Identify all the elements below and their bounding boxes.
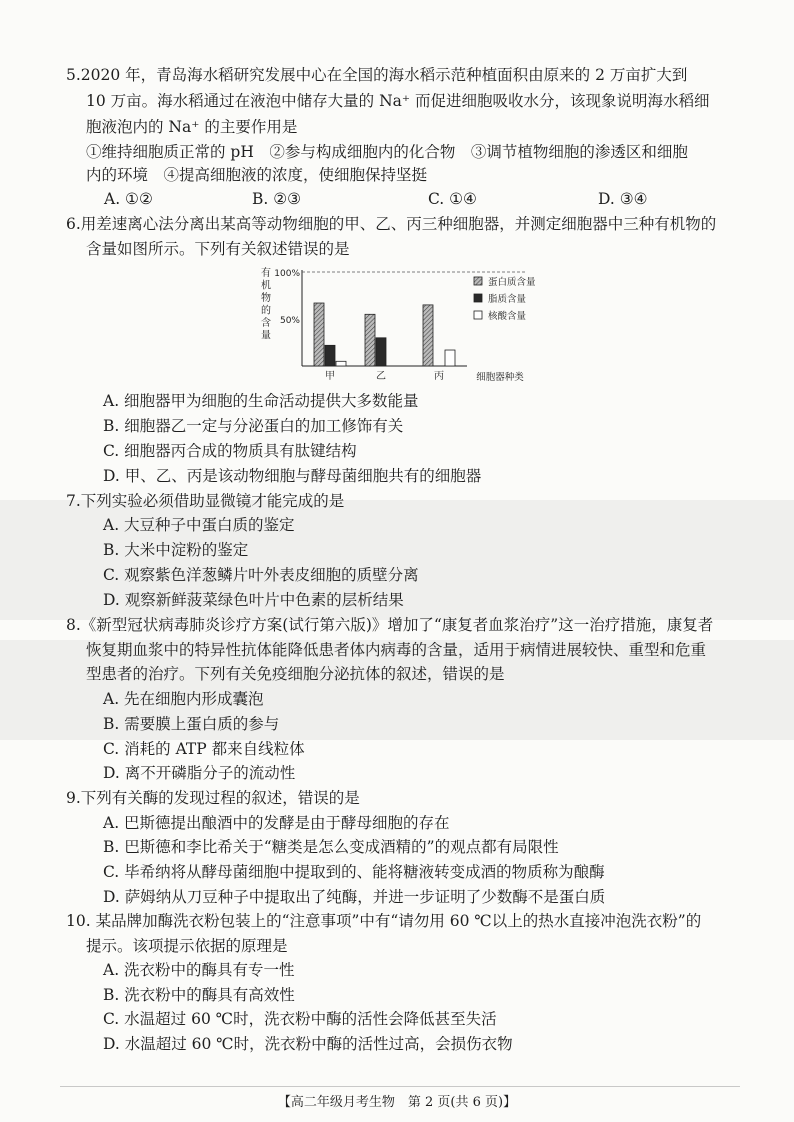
legend-swatch-1 (474, 294, 482, 302)
q8-line-2: 恢复期血浆中的特异性抗体能降低患者体内病毒的含量，适用于病情进展较快、重型和危重 (86, 641, 707, 659)
q6-line-2: 含量如图所示。下列有关叙述错误的是 (86, 240, 350, 258)
q10-line-2: 提示。该项提示依据的原理是 (86, 937, 288, 955)
legend-label-2: 核酸含量 (488, 311, 527, 322)
q8-option-c: C. 消耗的 ATP 都来自线粒体 (103, 740, 305, 758)
q8-option-a: A. 先在细胞内形成囊泡 (103, 690, 264, 708)
bar-2-2 (445, 350, 455, 366)
q8-line-3: 型患者的治疗。下列有关免疫细胞分泌抗体的叙述，错误的是 (86, 665, 505, 683)
q10-option-d: D. 水温超过 60 ℃时，洗衣粉中酶的活性过高，会损伤衣物 (103, 1035, 513, 1053)
q5-line-2: 10 万亩。海水稻通过在液泡中储存大量的 Na⁺ 而促进细胞吸收水分，该现象说明海水稻细 (86, 92, 710, 110)
chart-bars (314, 303, 455, 366)
organelle-chart (252, 262, 552, 390)
y-axis-label-char: 的 (261, 305, 271, 317)
bar-0-0 (314, 303, 324, 366)
q8-option-b: B. 需要膜上蛋白质的参与 (103, 715, 280, 733)
bar-0-1 (325, 345, 335, 366)
q5-options (0, 188, 794, 210)
legend-label-0: 蛋白质含量 (488, 277, 536, 288)
legend-label-1: 脂质含量 (488, 294, 527, 305)
q5-option-d: D. ③④ (598, 190, 648, 208)
x-tick-label: 乙 (376, 371, 386, 382)
chart-legend (474, 276, 536, 322)
x-axis-label: 细胞器种类 (476, 372, 524, 383)
q8-option-d: D. 离不开磷脂分子的流动性 (103, 764, 296, 782)
bar-1-1 (376, 338, 386, 366)
chart-labels (261, 266, 524, 383)
q10-line-1: 10. 某品牌加酶洗衣粉包装上的“注意事项”中有“请勿用 60 ℃以上的热水直接冲泡洗衣粉”的 (66, 912, 702, 930)
y-axis-label-char: 量 (261, 330, 271, 342)
y-tick-50: 50% (279, 316, 300, 326)
y-axis-label-char: 物 (261, 293, 271, 304)
q10-option-b: B. 洗衣粉中的酶具有高效性 (103, 986, 295, 1004)
q6-line-1: 6.用差速离心法分离出某高等动物细胞的甲、乙、丙三种细胞器，并测定细胞器中三种有机物的 (66, 215, 717, 233)
q9-option-a: A. 巴斯德提出酿酒中的发酵是由于酵母细胞的存在 (103, 814, 450, 832)
legend-swatch-0 (474, 277, 482, 285)
q5-line-4: ①维持细胞质正常的 pH ②参与构成细胞内的化合物 ③调节植物细胞的渗透区和细胞 (86, 143, 688, 161)
legend-swatch-2 (474, 311, 482, 319)
q9-option-d: D. 萨姆纳从刀豆种子中提取出了纯酶，并进一步证明了少数酶不是蛋白质 (103, 888, 606, 906)
q6-option-b: B. 细胞器乙一定与分泌蛋白的加工修饰有关 (103, 417, 404, 435)
q7-option-a: A. 大豆种子中蛋白质的鉴定 (103, 516, 295, 534)
page-footer: 【高二年级月考生物 第 2 页(共 6 页)】 (277, 1095, 517, 1110)
footer-rule (60, 1086, 740, 1087)
bar-2-0 (423, 305, 433, 366)
q5-option-b: B. ②③ (252, 190, 302, 208)
q8-line-1: 8.《新型冠状病毒肺炎诊疗方案(试行第六版)》增加了“康复者血浆治疗”这一治疗措施，康复者 (66, 616, 714, 634)
q7-option-c: C. 观察紫色洋葱鳞片叶外表皮细胞的质壁分离 (103, 566, 419, 584)
q9-option-c: C. 毕希纳将从酵母菌细胞中提取到的、能将糖液转变成酒的物质称为酿酶 (103, 863, 605, 881)
q5-line-3: 胞液泡内的 Na⁺ 的主要作用是 (86, 118, 298, 136)
q7-option-b: B. 大米中淀粉的鉴定 (103, 541, 249, 559)
bar-1-0 (365, 314, 375, 366)
y-axis-label-char: 含 (261, 318, 271, 329)
bar-0-2 (336, 361, 346, 366)
y-tick-100: 100% (274, 269, 300, 279)
q9-option-b: B. 巴斯德和李比希关于“糖类是怎么变成酒精的”的观点都有局限性 (103, 838, 559, 856)
q10-option-c: C. 水温超过 60 ℃时，洗衣粉中酶的活性会降低甚至失活 (103, 1010, 497, 1028)
x-tick-label: 丙 (434, 371, 444, 382)
q6-option-c: C. 细胞器丙合成的物质具有肽键结构 (103, 442, 357, 460)
q7-line-1: 7.下列实验必须借助显微镜才能完成的是 (66, 492, 345, 510)
y-axis-label-char: 机 (261, 280, 271, 292)
q6-option-a: A. 细胞器甲为细胞的生命活动提供大多数能量 (103, 392, 419, 410)
q5-line-5: 内的环境 ④提高细胞液的浓度，使细胞保持坚挺 (86, 166, 428, 184)
q5-option-c: C. ①④ (428, 190, 477, 208)
y-axis-label-char: 有 (261, 268, 271, 279)
x-tick-label: 甲 (325, 371, 335, 382)
q6-option-d: D. 甲、乙、丙是该动物细胞与酵母菌细胞共有的细胞器 (103, 467, 482, 485)
q7-option-d: D. 观察新鲜菠菜绿色叶片中色素的层析结果 (103, 591, 404, 609)
q9-line-1: 9.下列有关酶的发现过程的叙述，错误的是 (66, 789, 360, 807)
q10-option-a: A. 洗衣粉中的酶具有专一性 (103, 961, 295, 979)
q5-line-1: 5.2020 年，青岛海水稻研究发展中心在全国的海水稻示范种植面积由原来的 2 万亩扩大到 (66, 66, 688, 84)
q5-option-a: A. ①② (104, 190, 153, 208)
